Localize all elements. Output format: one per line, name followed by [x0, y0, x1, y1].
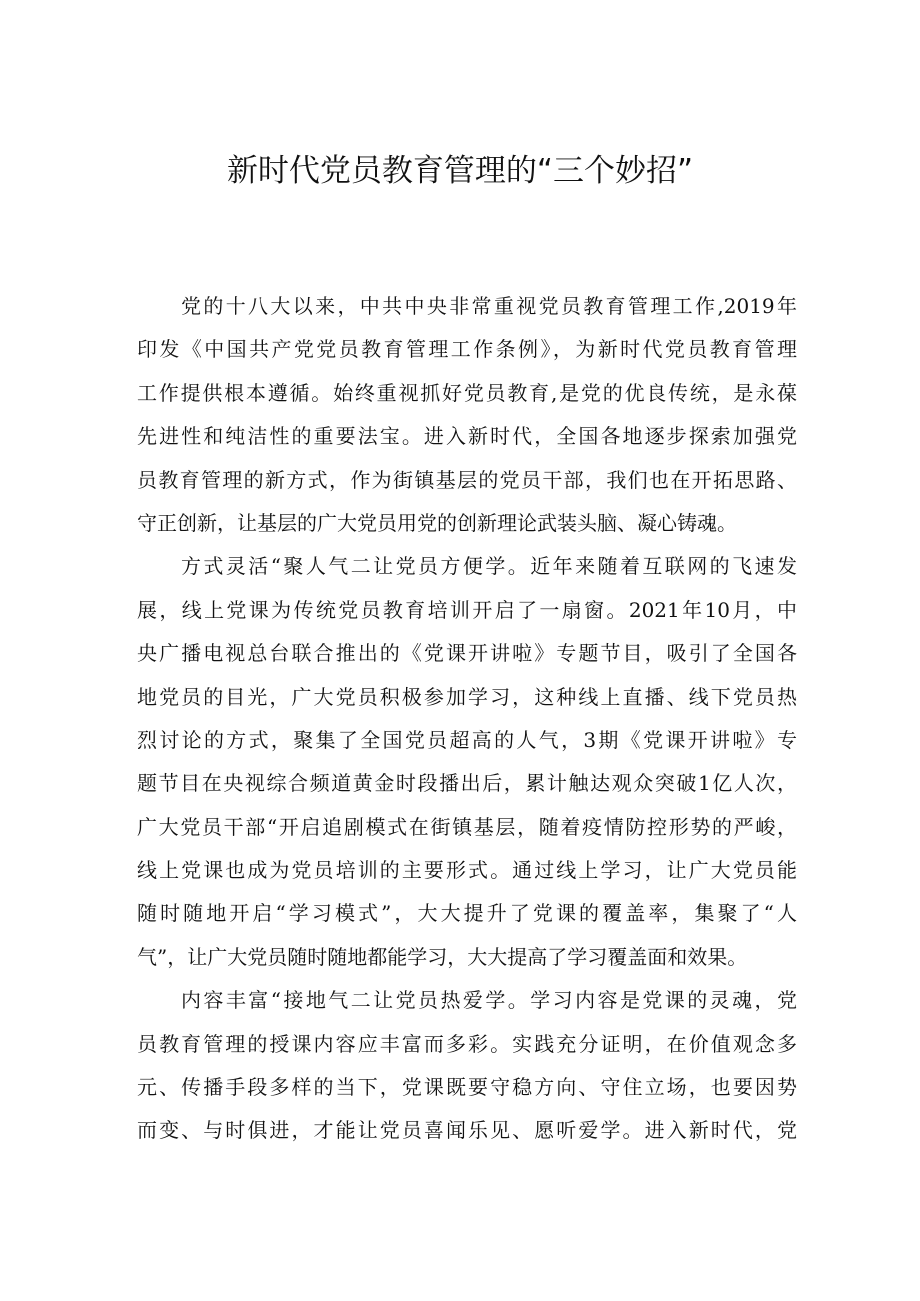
paragraph-line: 气”，让广大党员随时随地都能学习，大大提高了学习覆盖面和效果。 [137, 944, 748, 969]
paragraph-line: 线上党课也成为党员培训的主要形式。通过线上学习，让广大党员能 [137, 858, 797, 883]
paragraph-3 [137, 979, 797, 1153]
paragraph-line: 烈讨论的方式，聚集了全国党员超高的人气，3期《党课开讲啦》专 [137, 727, 797, 752]
paragraph-2 [137, 545, 797, 979]
paragraph-line: 地党员的目光，广大党员积极参加学习，这种线上直播、线下党员热 [137, 684, 797, 709]
paragraph-line: 随时随地开启“学习模式”，大大提升了党课的覆盖率，集聚了“人 [137, 901, 797, 926]
paragraph-line: 央广播电视总台联合推出的《党课开讲啦》专题节目，吸引了全国各 [137, 641, 797, 666]
document-body [137, 285, 797, 1153]
paragraph-line: 广大党员干部“开启追剧模式在街镇基层，随着疫情防控形势的严峻， [137, 814, 797, 839]
paragraph-line: 展，线上党课为传统党员教育培训开启了一扇窗。2021年10月，中 [137, 597, 797, 622]
paragraph-line: 元、传播手段多样的当下，党课既要守稳方向、守住立场，也要因势 [137, 1075, 797, 1100]
paragraph-line: 内容丰富“接地气二让党员热爱学。学习内容是党课的灵魂，党 [181, 988, 797, 1013]
paragraph-line: 方式灵活“聚人气二让党员方便学。近年来随着互联网的飞速发 [181, 554, 797, 579]
paragraph-1 [137, 285, 797, 545]
paragraph-line: 而变、与时俱进，才能让党员喜闻乐见、愿听爱学。进入新时代，党 [137, 1118, 797, 1143]
paragraph-line: 工作提供根本遵循。始终重视抓好党员教育,是党的优良传统，是永葆 [137, 380, 797, 405]
paragraph-line: 印发《中国共产党党员教育管理工作条例》，为新时代党员教育管理 [137, 337, 797, 362]
paragraph-line: 题节目在央视综合频道黄金时段播出后，累计触达观众突破1亿人次， [137, 771, 797, 796]
paragraph-line: 守正创新，让基层的广大党员用党的创新理论武装头脑、凝心铸魂。 [137, 510, 737, 535]
paragraph-line: 员教育管理的新方式，作为街镇基层的党员干部，我们也在开拓思路、 [137, 467, 797, 492]
paragraph-line: 先进性和纯洁性的重要法宝。进入新时代，全国各地逐步探索加强党 [137, 424, 797, 449]
paragraph-line: 党的十八大以来，中共中央非常重视党员教育管理工作,2019年 [181, 294, 797, 318]
paragraph-line: 员教育管理的授课内容应丰富而多彩。实践充分证明，在价值观念多 [137, 1031, 797, 1056]
document-title: 新时代党员教育管理的“三个妙招” [226, 153, 694, 189]
